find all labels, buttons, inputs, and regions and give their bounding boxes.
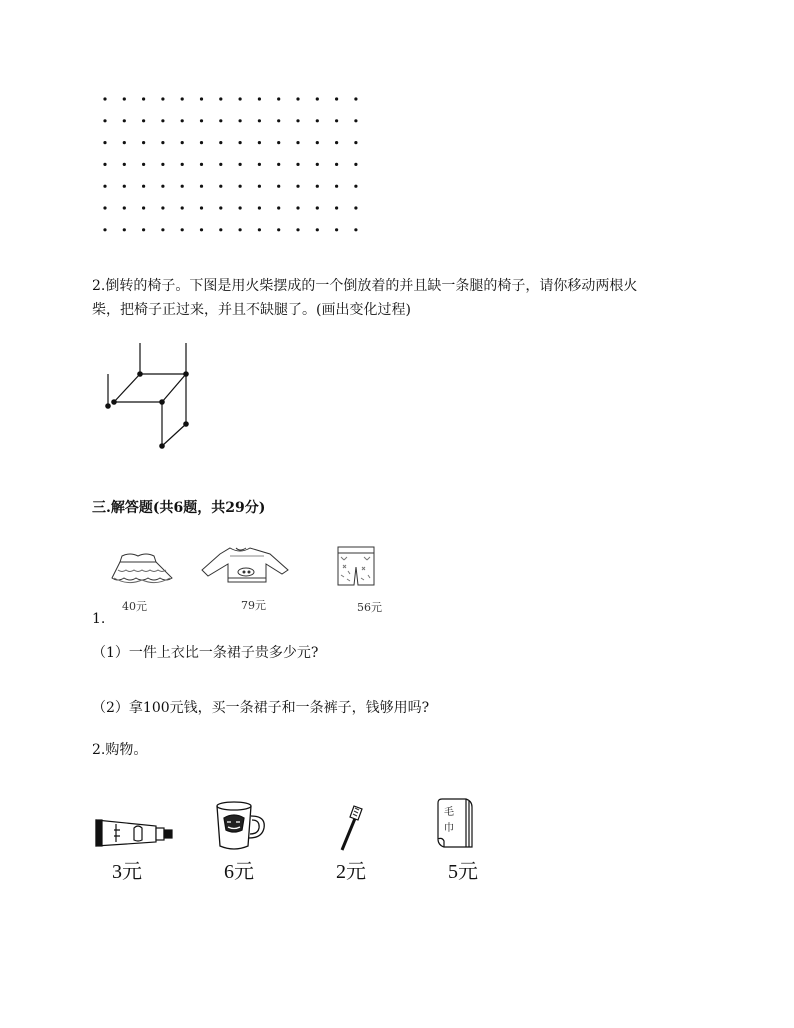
grid-dot [200, 185, 203, 188]
grid-dot [181, 119, 184, 122]
grid-dot [296, 206, 299, 209]
grid-dot [103, 163, 106, 166]
grid-dot [239, 228, 242, 231]
grid-dot [239, 163, 242, 166]
grid-dot [181, 163, 184, 166]
grid-dot [239, 97, 242, 100]
grid-dot [181, 185, 184, 188]
towel-icon [436, 797, 474, 849]
grid-dot [354, 141, 357, 144]
grid-dot [161, 206, 164, 209]
grid-dot [316, 163, 319, 166]
grid-dot [239, 206, 242, 209]
grid-dot [123, 119, 126, 122]
question-2-line-1: 2.倒转的椅子。下图是用火柴摆成的一个倒放着的并且缺一条腿的椅子，请你移动两根火 [92, 278, 638, 294]
grid-dot [181, 228, 184, 231]
grid-dot [123, 97, 126, 100]
grid-dot [219, 141, 222, 144]
grid-dot [277, 119, 280, 122]
grid-dot [219, 119, 222, 122]
sweater-price: 79元 [241, 599, 266, 612]
grid-dot [181, 97, 184, 100]
grid-dot [200, 206, 203, 209]
grid-dot [219, 206, 222, 209]
grid-dot [335, 97, 338, 100]
question-2-line-2: 柴，把椅子正过来，并且不缺腿了。(画出变化过程) [92, 302, 411, 318]
grid-dot [161, 97, 164, 100]
pants-price: 56元 [357, 601, 382, 614]
question-1-sub-2: （2）拿100元钱，买一条裙子和一条裤子，钱够用吗? [92, 700, 430, 716]
skirt-icon [108, 550, 178, 590]
grid-dot [335, 163, 338, 166]
skirt-price: 40元 [122, 600, 147, 613]
grid-dot [239, 185, 242, 188]
grid-dot [258, 97, 261, 100]
grid-dot [277, 185, 280, 188]
grid-dot [103, 228, 106, 231]
grid-dot [296, 163, 299, 166]
grid-dot [258, 206, 261, 209]
matchstick [162, 424, 186, 446]
grid-dot [258, 185, 261, 188]
grid-dot [296, 97, 299, 100]
grid-dot [277, 97, 280, 100]
grid-dot [354, 163, 357, 166]
grid-dot [142, 206, 145, 209]
towel-label-top: 毛 [444, 807, 454, 818]
grid-dot [258, 119, 261, 122]
grid-dot [335, 185, 338, 188]
grid-dot [277, 228, 280, 231]
grid-dot [181, 206, 184, 209]
grid-dot [354, 185, 357, 188]
grid-dot [103, 185, 106, 188]
grid-dot [181, 141, 184, 144]
toothpaste-icon [94, 814, 176, 850]
matchstick [114, 374, 140, 402]
grid-dot [258, 141, 261, 144]
grid-dot [123, 228, 126, 231]
grid-dot [316, 119, 319, 122]
grid-dot [123, 206, 126, 209]
grid-dot [239, 119, 242, 122]
grid-dot [296, 119, 299, 122]
grid-dot [123, 163, 126, 166]
grid-dot [103, 97, 106, 100]
grid-dot [200, 119, 203, 122]
towel-label-bottom: 巾 [444, 823, 454, 834]
grid-dot [335, 141, 338, 144]
grid-dot [335, 119, 338, 122]
grid-dot [316, 206, 319, 209]
grid-dot [219, 185, 222, 188]
question-2-text [92, 274, 732, 322]
grid-dot [296, 185, 299, 188]
grid-dot [142, 119, 145, 122]
section-3-question-2-title: 2.购物。 [92, 742, 148, 758]
grid-dot [161, 163, 164, 166]
towel-price: 5元 [448, 861, 478, 883]
grid-dot [277, 206, 280, 209]
grid-dot [103, 206, 106, 209]
grid-dot [123, 141, 126, 144]
toothbrush-price: 2元 [336, 861, 366, 883]
grid-dot [354, 119, 357, 122]
grid-dot [258, 163, 261, 166]
grid-dot [354, 228, 357, 231]
matchstick-chair [100, 338, 200, 453]
pants-icon [334, 545, 378, 589]
grid-dot [296, 141, 299, 144]
grid-dot [258, 228, 261, 231]
grid-dot [200, 97, 203, 100]
grid-dot [219, 228, 222, 231]
question-1-sub-1: （1）一件上衣比一条裙子贵多少元? [92, 645, 319, 661]
grid-dot [200, 141, 203, 144]
grid-dot [219, 97, 222, 100]
grid-dot [354, 97, 357, 100]
grid-dot [316, 97, 319, 100]
grid-dot [161, 141, 164, 144]
grid-dot [103, 119, 106, 122]
cup-icon [212, 800, 270, 852]
grid-dot [161, 185, 164, 188]
grid-dot [103, 141, 106, 144]
grid-dot [316, 141, 319, 144]
grid-dot [200, 228, 203, 231]
grid-dot [161, 228, 164, 231]
section-3-title: 三.解答题(共6题，共29分) [92, 500, 266, 516]
toothbrush-icon [336, 800, 366, 854]
grid-dot [296, 228, 299, 231]
grid-dot [277, 163, 280, 166]
section-3-question-1-number: 1. [92, 611, 106, 627]
grid-dot [142, 141, 145, 144]
matchstick [162, 374, 186, 402]
grid-dot [123, 185, 126, 188]
dot-grid [0, 0, 794, 260]
grid-dot [316, 185, 319, 188]
grid-dot [316, 228, 319, 231]
sweater-icon [200, 544, 290, 586]
grid-dot [142, 163, 145, 166]
grid-dot [142, 97, 145, 100]
grid-dot [161, 119, 164, 122]
grid-dot [354, 206, 357, 209]
grid-dot [142, 185, 145, 188]
grid-dot [200, 163, 203, 166]
cup-price: 6元 [224, 861, 254, 883]
grid-dot [277, 141, 280, 144]
grid-dot [142, 228, 145, 231]
grid-dot [219, 163, 222, 166]
grid-dot [335, 206, 338, 209]
toothpaste-price: 3元 [112, 861, 142, 883]
grid-dot [335, 228, 338, 231]
grid-dot [239, 141, 242, 144]
